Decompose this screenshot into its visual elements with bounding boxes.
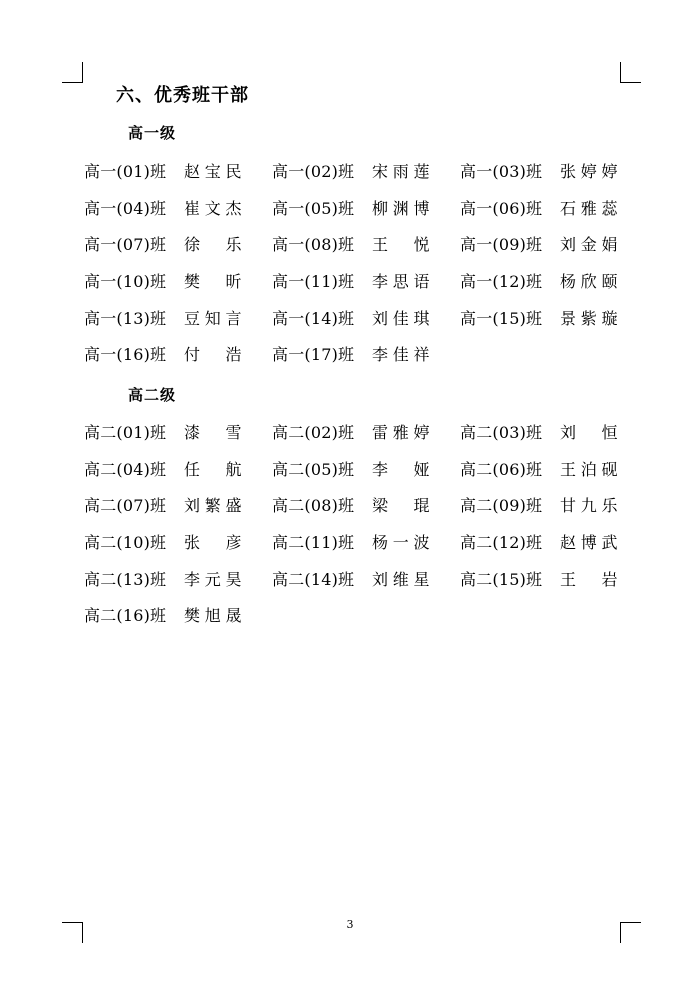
list-item [460, 568, 624, 605]
list-item [272, 531, 460, 568]
crop-mark-top-right [620, 62, 641, 83]
student-name: 赵宝民 [184, 162, 242, 181]
list-item [460, 270, 624, 307]
class-label: 高二(02)班 [272, 423, 355, 442]
list-item [84, 531, 272, 568]
class-label: 高二(05)班 [272, 459, 355, 479]
class-label: 高二(10)班 [84, 533, 167, 553]
list-item [84, 421, 272, 458]
student-name: 梁琨 [372, 496, 430, 516]
list-item [460, 307, 624, 344]
grade-title-grade-two: 高二级 [128, 386, 177, 404]
student-name: 刘繁盛 [184, 496, 242, 516]
class-label: 高一(13)班 [84, 308, 167, 328]
class-label: 高二(12)班 [460, 533, 543, 553]
list-item [272, 568, 460, 605]
student-name: 任航 [184, 459, 242, 479]
grade-two-list [84, 421, 624, 641]
list-item [460, 421, 624, 458]
student-name: 宋雨莲 [372, 162, 430, 181]
student-name: 刘恒 [560, 423, 618, 442]
class-label: 高二(16)班 [84, 606, 167, 626]
student-name: 张彦 [184, 533, 242, 553]
page-number: 3 [346, 918, 354, 931]
student-name: 李思语 [372, 272, 430, 292]
student-name: 付浩 [184, 345, 242, 365]
class-label: 高一(15)班 [460, 308, 543, 328]
class-label: 高一(03)班 [460, 162, 543, 181]
class-label: 高一(02)班 [272, 162, 355, 181]
student-name: 张婷婷 [560, 162, 618, 181]
list-item [460, 197, 624, 234]
list-item [460, 458, 624, 495]
list-item [460, 233, 624, 270]
list-item [460, 160, 624, 197]
student-name: 漆雪 [184, 423, 242, 442]
list-item [84, 458, 272, 495]
student-name: 石雅蕊 [560, 198, 618, 218]
list-item [272, 307, 460, 344]
list-item [272, 197, 460, 234]
student-name: 甘九乐 [560, 496, 618, 516]
list-item [84, 343, 272, 380]
list-item [84, 270, 272, 307]
list-item [272, 160, 460, 197]
class-label: 高二(09)班 [460, 496, 543, 516]
student-name: 景紫璇 [560, 308, 618, 328]
student-name: 王悦 [372, 235, 430, 255]
class-label: 高二(07)班 [84, 496, 167, 516]
student-name: 王岩 [560, 569, 618, 589]
grade-title-grade-one: 高一级 [128, 124, 177, 142]
student-name: 豆知言 [184, 308, 242, 328]
class-label: 高二(08)班 [272, 496, 355, 516]
list-item [272, 343, 460, 380]
list-item [272, 494, 460, 531]
student-name: 杨一波 [372, 533, 430, 553]
student-name: 王泊砚 [560, 459, 618, 479]
class-label: 高一(10)班 [84, 272, 167, 292]
list-item [272, 233, 460, 270]
student-name: 柳渊博 [372, 198, 430, 218]
class-label: 高二(13)班 [84, 569, 167, 589]
class-label: 高一(12)班 [460, 272, 543, 292]
list-item [272, 421, 460, 458]
student-name: 刘佳琪 [372, 308, 430, 328]
class-label: 高一(01)班 [84, 162, 167, 181]
class-label: 高一(07)班 [84, 235, 167, 255]
class-label: 高二(04)班 [84, 459, 167, 479]
student-name: 徐乐 [184, 235, 242, 255]
student-name: 樊旭晟 [184, 606, 242, 626]
class-label: 高二(06)班 [460, 459, 543, 479]
student-name: 崔文杰 [184, 198, 242, 218]
student-name: 李娅 [372, 459, 430, 479]
class-label: 高二(15)班 [460, 569, 543, 589]
student-name: 雷雅婷 [372, 423, 430, 442]
list-item [84, 197, 272, 234]
class-label: 高一(09)班 [460, 235, 543, 255]
list-item [272, 270, 460, 307]
student-name: 李佳祥 [372, 345, 430, 365]
class-label: 高一(08)班 [272, 235, 355, 255]
student-name: 杨欣颐 [560, 272, 618, 292]
list-item [272, 458, 460, 495]
class-label: 高一(17)班 [272, 345, 355, 365]
class-label: 高一(14)班 [272, 308, 355, 328]
class-label: 高一(05)班 [272, 198, 355, 218]
class-label: 高二(14)班 [272, 569, 355, 589]
class-label: 高一(11)班 [272, 272, 355, 292]
list-item [460, 531, 624, 568]
student-name: 刘维星 [372, 569, 430, 589]
student-name: 刘金娟 [560, 235, 618, 255]
student-name: 李元昊 [184, 569, 242, 589]
list-item [84, 494, 272, 531]
section-title: 六、优秀班干部 [116, 85, 249, 106]
class-label: 高二(01)班 [84, 423, 167, 442]
student-name: 樊昕 [184, 272, 242, 292]
list-item [84, 233, 272, 270]
student-name: 赵博武 [560, 533, 618, 553]
class-label: 高一(04)班 [84, 198, 167, 218]
list-item [84, 568, 272, 605]
list-item [84, 307, 272, 344]
list-item [84, 160, 272, 197]
class-label: 高一(06)班 [460, 198, 543, 218]
list-item [460, 494, 624, 531]
crop-mark-top-left [62, 62, 83, 83]
class-label: 高二(03)班 [460, 423, 543, 442]
class-label: 高一(16)班 [84, 345, 167, 365]
grade-one-list [84, 160, 624, 380]
list-item [84, 604, 272, 641]
class-label: 高二(11)班 [272, 533, 355, 553]
